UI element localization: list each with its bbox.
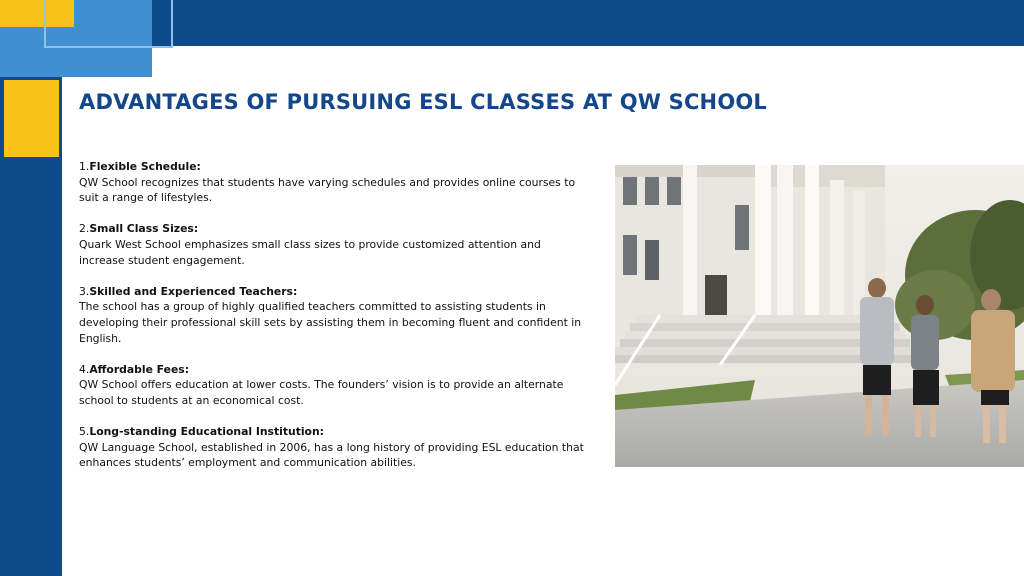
list-item bbox=[79, 424, 589, 471]
page-title: ADVANTAGES OF PURSUING ESL CLASSES AT QW SCHOOL bbox=[79, 90, 768, 114]
item-heading bbox=[79, 284, 589, 300]
item-heading bbox=[79, 424, 589, 440]
advantages-list bbox=[79, 159, 589, 486]
item-text: QW Language School, established in 2006, has a long history of providing ESL education that enhances students’ employment and communication abilities. bbox=[79, 440, 584, 470]
item-title: Small Class Sizes: bbox=[89, 222, 199, 236]
item-text: QW School offers education at lower costs. The founders’ vision is to provide an alternate school to students at an economical cost. bbox=[79, 378, 564, 407]
item-heading bbox=[79, 221, 589, 237]
item-text: The school has a group of highly qualified teachers committed to assisting students in developing their professional skill sets by assisting them in becoming fluent and confident in English. bbox=[79, 300, 582, 345]
item-number: 2. bbox=[79, 222, 90, 236]
item-number: 4. bbox=[79, 362, 90, 376]
item-heading bbox=[79, 362, 589, 378]
item-text: QW School recognizes that students have varying schedules and provides online courses to suit a range of lifestyles. bbox=[79, 175, 576, 205]
school-photo bbox=[615, 165, 1024, 467]
item-number: 1. bbox=[79, 160, 90, 173]
list-item bbox=[79, 362, 589, 409]
item-heading bbox=[79, 159, 589, 175]
item-title: Flexible Schedule: bbox=[89, 160, 201, 173]
list-item bbox=[79, 221, 589, 268]
item-title: Skilled and Experienced Teachers: bbox=[89, 284, 298, 298]
corner-decoration-outline bbox=[44, 0, 173, 48]
list-item bbox=[79, 284, 589, 346]
item-number: 3. bbox=[79, 284, 90, 298]
item-title: Affordable Fees: bbox=[89, 362, 190, 376]
school-photo-illustration bbox=[615, 165, 1024, 467]
side-decoration-gold bbox=[4, 80, 59, 157]
item-text: Quark West School emphasizes small class sizes to provide customized attention and increase student engagement. bbox=[79, 237, 541, 267]
item-title: Long-standing Educational Institution: bbox=[89, 425, 324, 439]
item-number: 5. bbox=[79, 425, 90, 439]
list-item bbox=[79, 159, 589, 206]
